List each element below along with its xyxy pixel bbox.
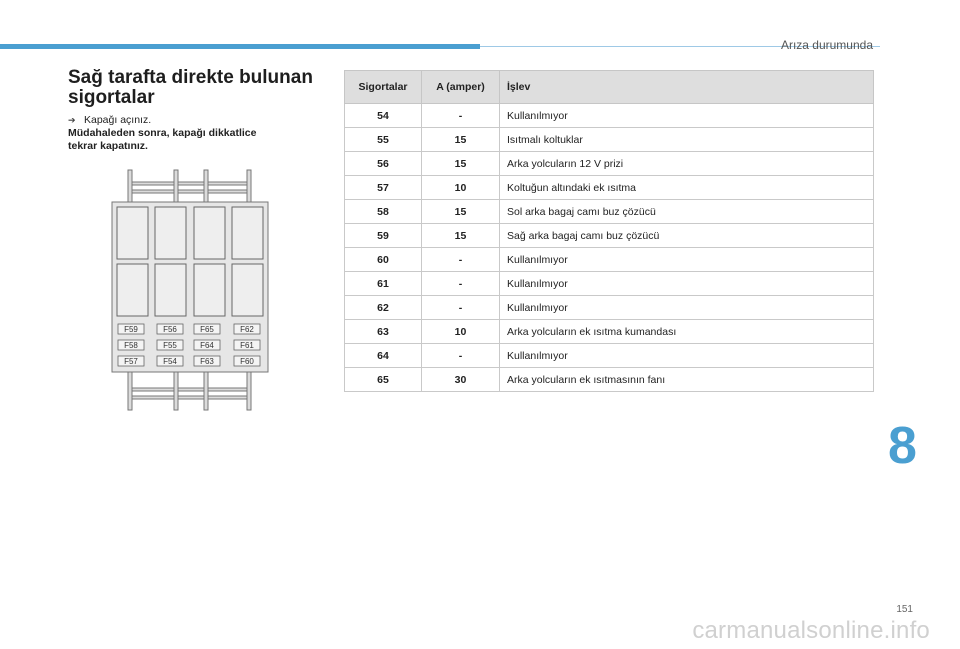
amperage-cell: - [422, 272, 500, 296]
fuse-number-cell: 58 [345, 200, 422, 224]
fuse-label: F63 [200, 357, 214, 366]
header-amperage: A (amper) [422, 71, 500, 104]
fuse-box-bar [178, 190, 204, 193]
relay-slot [232, 207, 263, 259]
step-text: Kapağı açınız. [84, 114, 152, 126]
fuse-number-cell: 57 [345, 176, 422, 200]
header-accent-bar [0, 44, 480, 49]
instruction-step [68, 114, 328, 127]
amperage-cell: 30 [422, 368, 500, 392]
fuse-number-cell: 55 [345, 128, 422, 152]
relay-slot [155, 207, 186, 259]
fuse-box-pin [204, 370, 208, 410]
table-row [345, 248, 874, 272]
instructions [68, 114, 328, 153]
fuse-box-bar [208, 182, 247, 185]
fuse-number-cell: 60 [345, 248, 422, 272]
relay-slot [117, 264, 148, 316]
amperage-cell: 10 [422, 320, 500, 344]
relay-slot [194, 264, 225, 316]
page-header-title: Arıza durumunda [780, 38, 873, 52]
function-cell: Kullanılmıyor [500, 344, 874, 368]
table-row [345, 272, 874, 296]
amperage-cell: 15 [422, 152, 500, 176]
amperage-cell: 10 [422, 176, 500, 200]
fuse-box-pin [247, 370, 251, 410]
fuse-box-bar [178, 388, 204, 391]
amperage-cell: - [422, 104, 500, 128]
chapter-number: 8 [888, 417, 917, 475]
fuse-box-bar [178, 396, 204, 399]
amperage-cell: - [422, 296, 500, 320]
table-row [345, 296, 874, 320]
fuse-number-cell: 63 [345, 320, 422, 344]
fuse-box-pin [247, 170, 251, 204]
table-row [345, 200, 874, 224]
relay-slot [194, 207, 225, 259]
fuse-box-pin [174, 170, 178, 204]
fuse-label: F57 [124, 357, 138, 366]
fuse-table [344, 70, 874, 392]
watermark: carmanualsonline.info [692, 617, 930, 644]
table-row [345, 344, 874, 368]
fuse-box-bar [132, 396, 174, 399]
amperage-cell: 15 [422, 224, 500, 248]
fuse-number-cell: 54 [345, 104, 422, 128]
function-cell: Sol arka bagaj camı buz çözücü [500, 200, 874, 224]
fuse-number-cell: 65 [345, 368, 422, 392]
fuse-number-cell: 62 [345, 296, 422, 320]
relay-slot [117, 207, 148, 259]
table-row [345, 320, 874, 344]
fuse-number-cell: 56 [345, 152, 422, 176]
header-fuses: Sigortalar [345, 71, 422, 104]
table-row [345, 152, 874, 176]
fuse-number-cell: 64 [345, 344, 422, 368]
fuse-number-cell: 59 [345, 224, 422, 248]
fuse-box-bar [208, 388, 247, 391]
arrow-right-icon: ➔ [68, 115, 76, 125]
fuse-label: F62 [240, 325, 254, 334]
fuse-box-bar [178, 182, 204, 185]
function-cell: Arka yolcuların ek ısıtma kumandası [500, 320, 874, 344]
relay-slot [155, 264, 186, 316]
fuse-box-diagram [110, 168, 270, 418]
table-row [345, 128, 874, 152]
fuse-label: F65 [200, 325, 214, 334]
fuse-box-pin [128, 170, 132, 204]
section-title: Sağ tarafta direkte bulunan sigortalar [68, 67, 313, 108]
relay-slot [232, 264, 263, 316]
function-cell: Sağ arka bagaj camı buz çözücü [500, 224, 874, 248]
fuse-label: F64 [200, 341, 214, 350]
function-cell: Arka yolcuların 12 V prizi [500, 152, 874, 176]
fuse-box-bar [132, 190, 174, 193]
function-cell: Kullanılmıyor [500, 296, 874, 320]
fuse-number-cell: 61 [345, 272, 422, 296]
fuse-box-bar [132, 388, 174, 391]
page-number: 151 [896, 604, 913, 615]
fuse-table-header [345, 71, 874, 104]
fuse-label: F60 [240, 357, 254, 366]
fuse-label: F54 [163, 357, 177, 366]
fuse-label: F58 [124, 341, 138, 350]
fuse-box-bar [132, 182, 174, 185]
function-cell: Isıtmalı koltuklar [500, 128, 874, 152]
function-cell: Kullanılmıyor [500, 248, 874, 272]
fuse-box-svg [110, 168, 270, 413]
fuse-box-bar [208, 190, 247, 193]
table-row [345, 224, 874, 248]
function-cell: Arka yolcuların ek ısıtmasının fanı [500, 368, 874, 392]
amperage-cell: 15 [422, 200, 500, 224]
fuse-box-bar [208, 396, 247, 399]
fuse-label: F56 [163, 325, 177, 334]
function-cell: Koltuğun altındaki ek ısıtma [500, 176, 874, 200]
amperage-cell: - [422, 344, 500, 368]
fuse-label: F59 [124, 325, 138, 334]
function-cell: Kullanılmıyor [500, 272, 874, 296]
fuse-box-pin [128, 370, 132, 410]
fuse-label: F55 [163, 341, 177, 350]
table-row [345, 368, 874, 392]
header-function: İşlev [500, 71, 874, 104]
fuse-box-pin [174, 370, 178, 410]
instruction-note: Müdahaleden sonra, kapağı dikkatlice tekrar kapatınız. [68, 127, 257, 152]
fuse-label: F61 [240, 341, 254, 350]
table-row [345, 176, 874, 200]
table-row [345, 104, 874, 128]
function-cell: Kullanılmıyor [500, 104, 874, 128]
amperage-cell: - [422, 248, 500, 272]
fuse-box-pin [204, 170, 208, 204]
amperage-cell: 15 [422, 128, 500, 152]
